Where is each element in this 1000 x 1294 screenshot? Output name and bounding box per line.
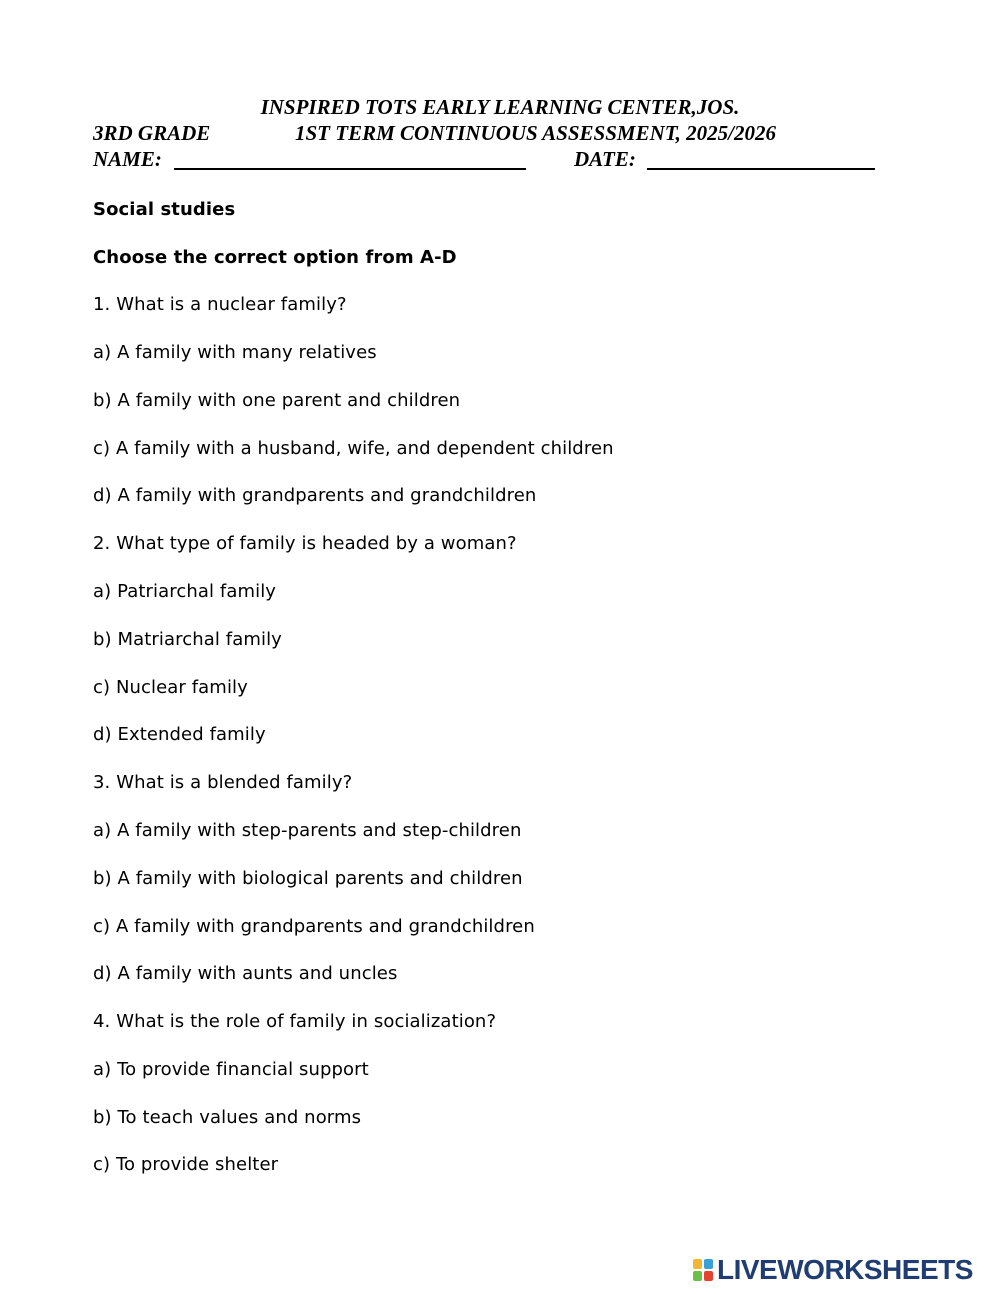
logo-text: LIVEWORKSHEETS [717, 1254, 973, 1285]
term-title: 1ST TERM CONTINUOUS ASSESSMENT, 2025/2026 [295, 121, 776, 145]
option-line: b) A family with biological parents and children [93, 868, 523, 889]
liveworksheets-logo[interactable] [693, 1256, 973, 1284]
date-label: DATE: [574, 147, 636, 171]
option-line: c) To provide shelter [93, 1154, 279, 1175]
option-line: d) A family with aunts and uncles [93, 963, 398, 984]
option-line: a) A family with step-parents and step-children [93, 820, 522, 841]
logo-tile [704, 1271, 713, 1281]
question-line: 3. What is a blended family? [93, 772, 353, 793]
option-line: d) Extended family [93, 724, 266, 745]
name-blank[interactable] [174, 168, 526, 170]
question-line: 1. What is a nuclear family? [93, 294, 347, 315]
option-line: c) A family with a husband, wife, and dependent children [93, 438, 614, 459]
subject-heading: Social studies [93, 199, 236, 220]
school-name: INSPIRED TOTS EARLY LEARNING CENTER,JOS. [260, 95, 740, 119]
option-line: a) A family with many relatives [93, 342, 377, 363]
option-line: d) A family with grandparents and grandchildren [93, 485, 537, 506]
grade-line [93, 120, 776, 146]
option-line: b) To teach values and norms [93, 1107, 362, 1128]
grade-label: 3RD GRADE [93, 121, 211, 145]
question-line: 4. What is the role of family in socialization? [93, 1011, 497, 1032]
option-line: a) Patriarchal family [93, 581, 277, 602]
logo-mark-icon [693, 1259, 713, 1281]
option-line: b) A family with one parent and children [93, 390, 461, 411]
option-line: b) Matriarchal family [93, 629, 282, 650]
option-line: a) To provide financial support [93, 1059, 369, 1080]
option-line: c) Nuclear family [93, 677, 248, 698]
date-blank[interactable] [647, 168, 875, 170]
logo-tile [693, 1271, 702, 1281]
logo-tile [693, 1259, 702, 1269]
logo-tile [704, 1259, 713, 1269]
instruction-text: Choose the correct option from A-D [93, 247, 457, 268]
question-line: 2. What type of family is headed by a woman? [93, 533, 517, 554]
name-label: NAME: [93, 147, 162, 171]
option-line: c) A family with grandparents and grandchildren [93, 916, 535, 937]
